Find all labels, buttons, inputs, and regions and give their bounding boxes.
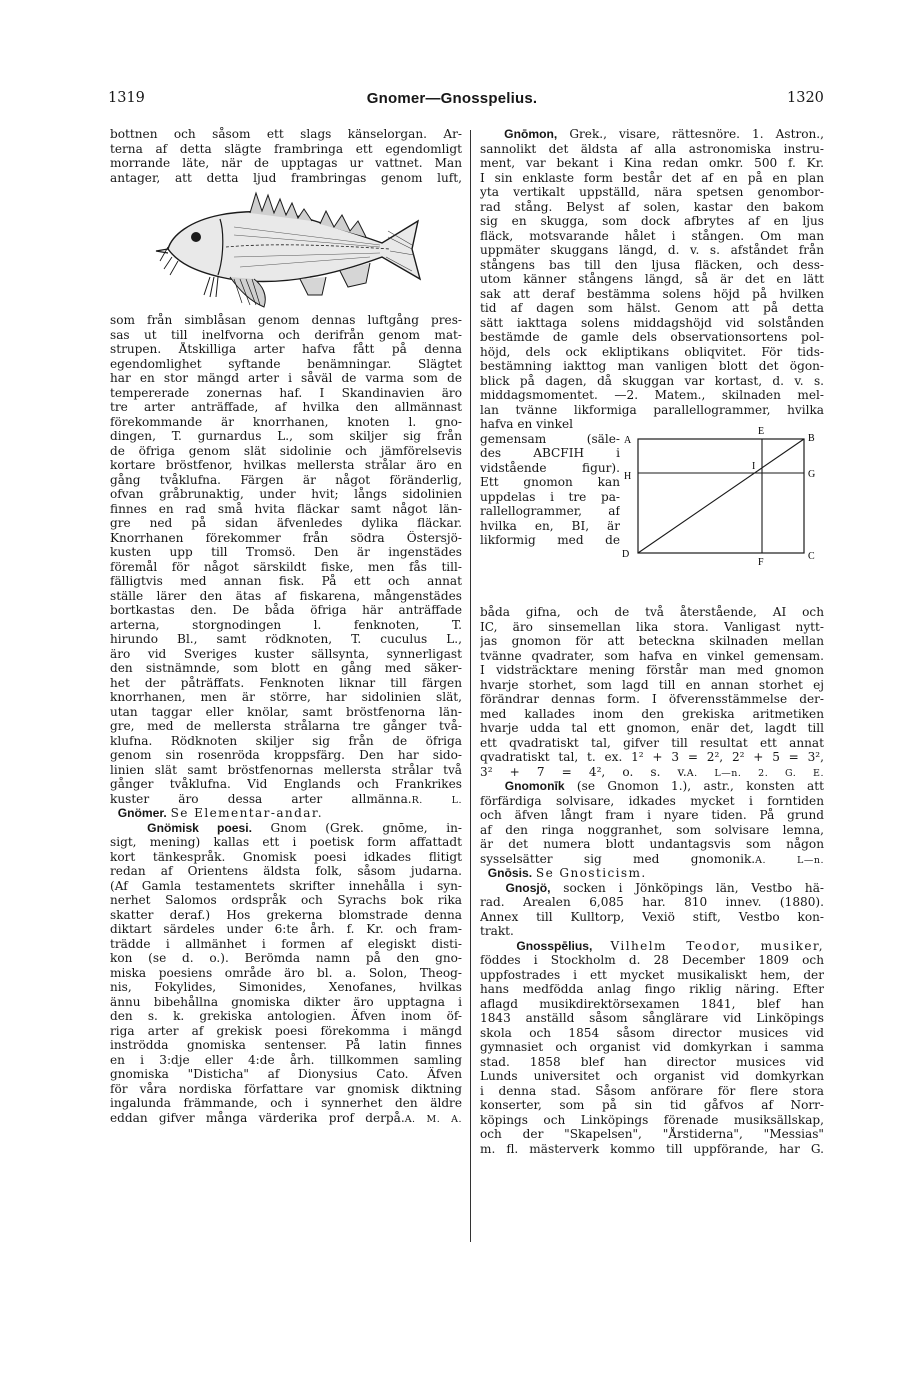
text-line: knorrhanen, men är större, har sidolinien slät, bbox=[110, 690, 462, 704]
diagonal-db bbox=[638, 439, 804, 553]
text-line: gånger tvåklufna. Vid Englands och Frankrikes bbox=[110, 777, 462, 791]
label-f: F bbox=[758, 557, 764, 565]
text-line: nerhet Salomos ordspråk och Syrachs bok rika bbox=[110, 893, 462, 907]
text-line bbox=[480, 765, 824, 780]
text-line: redan af Orientens äldsta folk, såsom judarna. bbox=[110, 864, 462, 878]
gurnard-fish-drawing bbox=[150, 191, 430, 309]
text-line: Knorrhanen förekommer från södra Östersjö- bbox=[110, 530, 462, 545]
text-line bbox=[110, 792, 462, 807]
author-signature: A. M. A. bbox=[404, 1113, 462, 1125]
text-line: bortkastas den. De båda öfriga här anträffade bbox=[110, 603, 462, 617]
text-line-end: sysselsätter sig med gnomonik. bbox=[480, 851, 756, 866]
text-line bbox=[110, 806, 462, 821]
text-line: inströdda gnomiska sentenser. På latin finnes bbox=[110, 1038, 462, 1052]
author-signature: R. L. bbox=[411, 794, 462, 806]
text-line: jas gnomon för att beteckna skilnaden mellan bbox=[480, 634, 824, 648]
text-line: skatter deraf.) Hos grekerna blomstrade denna bbox=[110, 907, 462, 922]
text-line: aflagd musikdirektörsexamen 1841, blef han bbox=[480, 996, 824, 1011]
label-h: H bbox=[624, 471, 632, 482]
label-g: G bbox=[808, 469, 816, 480]
label-d: D bbox=[622, 549, 630, 560]
text-line: hvilka en, BI, är bbox=[480, 518, 620, 533]
text-line: uppmäter skuggans längd, d. v. s. afståndet från bbox=[480, 243, 824, 257]
text-line: arterna, storgnodingen l. fenknoten, T. bbox=[110, 617, 462, 632]
text-line: het der påträffats. Fenknoten liknar till färgen bbox=[110, 675, 462, 690]
text-line-end: 3² + 7 = 4², o. s. v. bbox=[480, 764, 687, 779]
text-line: de öfriga genom slät sidolinie och jämförelsevis bbox=[110, 443, 462, 458]
text-line-end: kuster äro dessa arter allmänna. bbox=[110, 791, 412, 806]
text-line: riga arter af grekisk poesi förekomma i mängd bbox=[110, 1023, 462, 1038]
fish-illustration bbox=[110, 185, 462, 313]
text-line: middagsmomentet. —2. Matem., skilnaden mel- bbox=[480, 388, 824, 402]
text-line: rad. Arealen 6,085 har. 810 innev. (1880). bbox=[480, 895, 824, 909]
text-line: köpings och Linköpings förenade musiksällskap, bbox=[480, 1112, 824, 1127]
text-line: sig en skugga, som dock afbrytes af en ljus bbox=[480, 214, 824, 228]
text-line: höjd, dels ock ekliptikans obliqvitet. För tids- bbox=[480, 344, 824, 359]
text-line: uppfostrades i ett mycket musikaliskt hem, der bbox=[480, 967, 824, 982]
text-line: förekommande är knorrhanen, knoten l. gno- bbox=[110, 414, 462, 429]
text-line: har en stor mängd arter i såväl de varma som de bbox=[110, 371, 462, 385]
text-line: båda gifna, och de två återstående, AI och bbox=[480, 605, 824, 619]
text-line: sigt, mening) kallas ett i poetisk form affattadt bbox=[110, 835, 462, 849]
text-line: kusten upp till Tromsö. Den är ingenstädes bbox=[110, 545, 462, 559]
text-line: Annex till Kulltorp, Vexiö stift, Vestbo kon- bbox=[480, 909, 824, 924]
text-line: skola och 1854 såsom director musices vid bbox=[480, 1025, 824, 1040]
page-number-left: 1319 bbox=[108, 90, 145, 106]
text-line bbox=[480, 866, 824, 881]
running-head: Gnomer—Gnosspelius. bbox=[366, 90, 538, 107]
text-line: bottnen och såsom ett slags känselorgan. Ar- bbox=[110, 127, 462, 141]
left-intro bbox=[110, 127, 462, 185]
text-line: är det numera blott undantagsvis som någon bbox=[480, 837, 824, 851]
text-line: föddes i Stockholm d. 28 December 1809 och bbox=[480, 953, 824, 967]
text-line: gre ned på sidan äfvenledes dylika fläckar. bbox=[110, 516, 462, 530]
text-line: dingen, T. gurnardus L., som skiljer sig från bbox=[110, 429, 462, 443]
text-line-end: eddan gifver många värderika prof derpå. bbox=[110, 1110, 405, 1125]
text-line: strupen. Åtskilliga arter hafva fått på denna bbox=[110, 342, 462, 356]
text-line: I sin enklaste form består det af en på en plan bbox=[480, 170, 824, 185]
author-signature: A. L—n. bbox=[755, 854, 824, 866]
entry-text: socken i Jönköpings län, Vestbo hä- bbox=[563, 880, 824, 895]
label-c: C bbox=[808, 551, 815, 562]
text-line: tvänne qvadrater, som hafva en vinkel gemensam. bbox=[480, 648, 824, 663]
text-line: vidstående figur). bbox=[480, 460, 620, 475]
entry-gnosspelius bbox=[480, 939, 824, 1157]
text-line: ingalunda främmande, och i synnerhet den äldre bbox=[110, 1096, 462, 1110]
text-line bbox=[480, 127, 824, 142]
text-line: äro vid Sveriges kuster sällsynta, synnerligast bbox=[110, 646, 462, 661]
text-line: yta vertikalt uppställd, nära spetsen genombor- bbox=[480, 185, 824, 199]
entry-text: Gnom (Grek. gnōme, in- bbox=[270, 820, 462, 835]
headword: Gnömer. bbox=[117, 806, 167, 820]
text-line: genom sin rosenröda kroppsfärg. Den har sido- bbox=[110, 748, 462, 762]
text-line: kon (se d. o.). Berömda namn på den gno- bbox=[110, 951, 462, 965]
text-line: kort tänkespråk. Gnomisk poesi idkades flitigt bbox=[110, 849, 462, 864]
text-line: ställe lärer den ätas af fiskarena, mångenstädes bbox=[110, 588, 462, 603]
headword: Gnōmon, bbox=[504, 127, 558, 141]
text-line: sannolikt det äldsta af alla astronomiska instru- bbox=[480, 141, 824, 156]
text-line: trakt. bbox=[480, 924, 514, 938]
text-line: morrande läte, när de upptagas ur vattnet. Man bbox=[110, 156, 462, 170]
text-line: lan tvänne likformiga parallellogrammer, hvilka bbox=[480, 402, 824, 417]
text-line: 1843 anställd såsom sånglärare vid Linköpings bbox=[480, 1011, 824, 1025]
gnomon-figure-block bbox=[480, 417, 824, 605]
text-line: egendomlighet syftande benämningar. Slägtet bbox=[110, 356, 462, 371]
text-line: finnes en rad små hvita fläckar samt något län- bbox=[110, 501, 462, 516]
text-line bbox=[110, 1111, 462, 1126]
text-line: Ett gnomon kan bbox=[480, 475, 620, 489]
text-line: rad stång. Belyst af solen, kastar den bakom bbox=[480, 199, 824, 214]
text-line: sätt iakttaga solens middagshöjd vid solstånden bbox=[480, 315, 824, 330]
page-number-right: 1320 bbox=[787, 90, 824, 106]
text-line: gnomiska "Disticha" af Dionysius Cato. Äfven bbox=[110, 1067, 462, 1081]
text-line: hvarje storhet, som lagd till en annan storhet ej bbox=[480, 677, 824, 692]
text-line: den sistnämnde, som blott en gång med säker- bbox=[110, 661, 462, 675]
headword: Gnosspēlius, bbox=[516, 938, 593, 953]
text-line: sas ut till inelfvorna och derifrån genom mat- bbox=[110, 327, 462, 342]
label-i: I bbox=[752, 461, 756, 472]
left-body bbox=[110, 313, 462, 806]
text-line: förfärdiga solvisare, idkades mycket i forntiden bbox=[480, 793, 824, 808]
text-line: klufna. Rödknoten skiljer sig från de öfriga bbox=[110, 733, 462, 748]
text-line: stad. 1858 blef han director musices vid bbox=[480, 1054, 824, 1069]
text-line: med kallades inom den grekiska aritmetiken bbox=[480, 706, 824, 721]
text-line: den s. k. grekiska antologien. Äfven inom öf- bbox=[110, 1009, 462, 1023]
text-line: kortare bröstfenor, hvilkas mellersta strålar äro en bbox=[110, 458, 462, 472]
text-line: konserter, som på sin tid gåfvos af Norr- bbox=[480, 1098, 824, 1112]
text-line: ment, var bekant i Kina redan omkr. 500 f. Kr. bbox=[480, 156, 824, 170]
entry-gnomisk-poesi bbox=[110, 821, 462, 1126]
text-line: antager, att detta ljud frambringas genom luft, bbox=[110, 170, 462, 185]
text-line: utan taggar eller knölar, samt bröstfenorna län- bbox=[110, 704, 462, 719]
text-line: en i 3:dje eller 4:de årh. tillkommen samling bbox=[110, 1052, 462, 1067]
text-line: nis, Fokylides, Simonides, Xenofanes, hvilkas bbox=[110, 980, 462, 994]
text-line: ofvan gråbrunaktig, under hvit; långs sidolinien bbox=[110, 487, 462, 501]
text-line: ännu bibehållna gnomiska dikter äro upptagna i bbox=[110, 994, 462, 1009]
label-e: E bbox=[758, 426, 765, 437]
text-line: m. fl. mästerverk kommo till uppförande, har G. bbox=[480, 1141, 824, 1156]
text-line: likformig med de bbox=[480, 533, 620, 547]
text-line: hirundo Bl., samt rödknoten, T. cuculus L., bbox=[110, 632, 462, 646]
text-line: och äfven långt fram i nyare tiden. På grund bbox=[480, 808, 824, 822]
text-line: linien slät samt bröstfenornas mellersta strålar två bbox=[110, 762, 462, 777]
text-line: fläck, motsvarande hålet i stången. Om man bbox=[480, 228, 824, 243]
entry-text: Se Gnosticism. bbox=[535, 866, 647, 880]
text-line: hans medfödda anlag fingo riklig näring. Efter bbox=[480, 982, 824, 996]
text-line: bestämning iakttog man vanligen blott det ögon- bbox=[480, 359, 824, 373]
label-b: B bbox=[808, 433, 815, 444]
text-line: qvadratiskt tal, t. ex. 1² + 3 = 2², 2² + 5 = 3², bbox=[480, 750, 824, 764]
text-line: som från simblåsan genom dennas luftgång pres- bbox=[110, 313, 462, 327]
headword: Gnömisk poesi. bbox=[147, 820, 252, 835]
text-line: stångens bas till den ljusa fläcken, och dess- bbox=[480, 257, 824, 272]
text-line bbox=[480, 779, 824, 794]
text-line: uppdelas i tre pa- bbox=[480, 489, 620, 504]
text-line: gymnasiet och organist vid domkyrkan i samma bbox=[480, 1040, 824, 1054]
entry-gnomonik bbox=[480, 779, 824, 866]
text-line: trädde i allmänhet i formen af elegiskt disti- bbox=[110, 936, 462, 951]
text-line: tre arter anträffade, af hvilka den allmännast bbox=[110, 400, 462, 414]
label-a: A bbox=[624, 435, 632, 446]
text-line: des ABCFIH i bbox=[480, 446, 620, 460]
text-line: för våra nordiska författare var gnomisk diktning bbox=[110, 1081, 462, 1096]
entry-text: Se Elementar-andar. bbox=[170, 806, 323, 820]
text-line: och der "Skapelsen", "Årstiderna", "Messias" bbox=[480, 1127, 824, 1141]
entry-text: (se Gnomon 1.), astr., konsten att bbox=[576, 779, 824, 793]
entry-gnomer bbox=[110, 806, 462, 821]
headword: Gnōsis. bbox=[487, 866, 533, 880]
text-line: I vidsträcktare mening förstår man med gnomon bbox=[480, 663, 824, 677]
text-line: fälligtvis med annan fisk. På ett och annat bbox=[110, 574, 462, 588]
text-line: diktart särdeles under 6:te årh. f. Kr. och fram- bbox=[110, 922, 462, 936]
text-line: gång tvåklufna. Färgen är något föränderlig, bbox=[110, 472, 462, 487]
text-line: bestämde de gamle dels observationsortens pol- bbox=[480, 330, 824, 344]
text-line: gemensam (säle- bbox=[480, 431, 620, 446]
text-line bbox=[480, 881, 824, 896]
headword: Gnomonīk bbox=[504, 779, 565, 793]
text-line: miska poesiens område äro bl. a. Solon, Theog- bbox=[110, 965, 462, 980]
text-line bbox=[110, 821, 462, 836]
text-line: Lunds universitet och organist vid domkyrkan bbox=[480, 1069, 824, 1083]
text-line: (Af Gamla testamentets skrifter innehålla i syn- bbox=[110, 878, 462, 893]
text-line: hafva en vinkel bbox=[480, 417, 573, 431]
text-line: gre, med de mellersta strålarna tre gånger två- bbox=[110, 719, 462, 733]
text-line: af den ringa noggranhet, som solvisare lemna, bbox=[480, 822, 824, 837]
text-line: terna af detta slägte frambringa ett egendomligt bbox=[110, 141, 462, 156]
text-line: blick på dagen, då skuggan var kortast, d. v. s. bbox=[480, 373, 824, 388]
right-column bbox=[480, 127, 824, 1156]
text-line bbox=[480, 939, 824, 954]
text-line: IC, äro sinsemellan lika stora. Vanligast nytt- bbox=[480, 619, 824, 634]
entry-gnosis bbox=[480, 866, 824, 881]
text-line bbox=[480, 852, 824, 867]
headword: Gnosjö, bbox=[505, 880, 551, 895]
text-line: rallellogrammer, af bbox=[480, 504, 620, 518]
text-line: förändrar dennas form. I öfverensstämmelse der- bbox=[480, 692, 824, 706]
text-line: sak att deraf bestämma solens höjd på hvilken bbox=[480, 286, 824, 301]
text-line: föremål för något särskildt fiske, men fås till- bbox=[110, 559, 462, 574]
entry-gnosjo bbox=[480, 881, 824, 939]
text-line: ett qvadratiskt tal, gifver till resultat ett annat bbox=[480, 735, 824, 750]
text-line: i denna stad. Såsom anförare för flere stora bbox=[480, 1083, 824, 1098]
column-divider bbox=[470, 130, 471, 1242]
gnomon-diagram bbox=[618, 415, 824, 565]
entry-gnomon bbox=[480, 127, 824, 779]
figure-side-text bbox=[480, 417, 620, 548]
entry-text: Grek., visare, rättesnöre. 1. Astron., bbox=[569, 127, 824, 141]
text-line: tempererade zonernas haf. I Skandinavien äro bbox=[110, 385, 462, 400]
entry-text: Vilhelm Teodor, musiker, bbox=[610, 938, 824, 953]
left-column bbox=[110, 127, 462, 1125]
author-signature: A. L—n. 2. G. E. bbox=[686, 767, 824, 779]
text-line: tid af dagen som hälst. Genom att på detta bbox=[480, 301, 824, 315]
text-line: utom känner stångens längd, så är det en lätt bbox=[480, 272, 824, 286]
text-line: hvarje udda tal ett gnomon, enär det, lagdt till bbox=[480, 721, 824, 735]
